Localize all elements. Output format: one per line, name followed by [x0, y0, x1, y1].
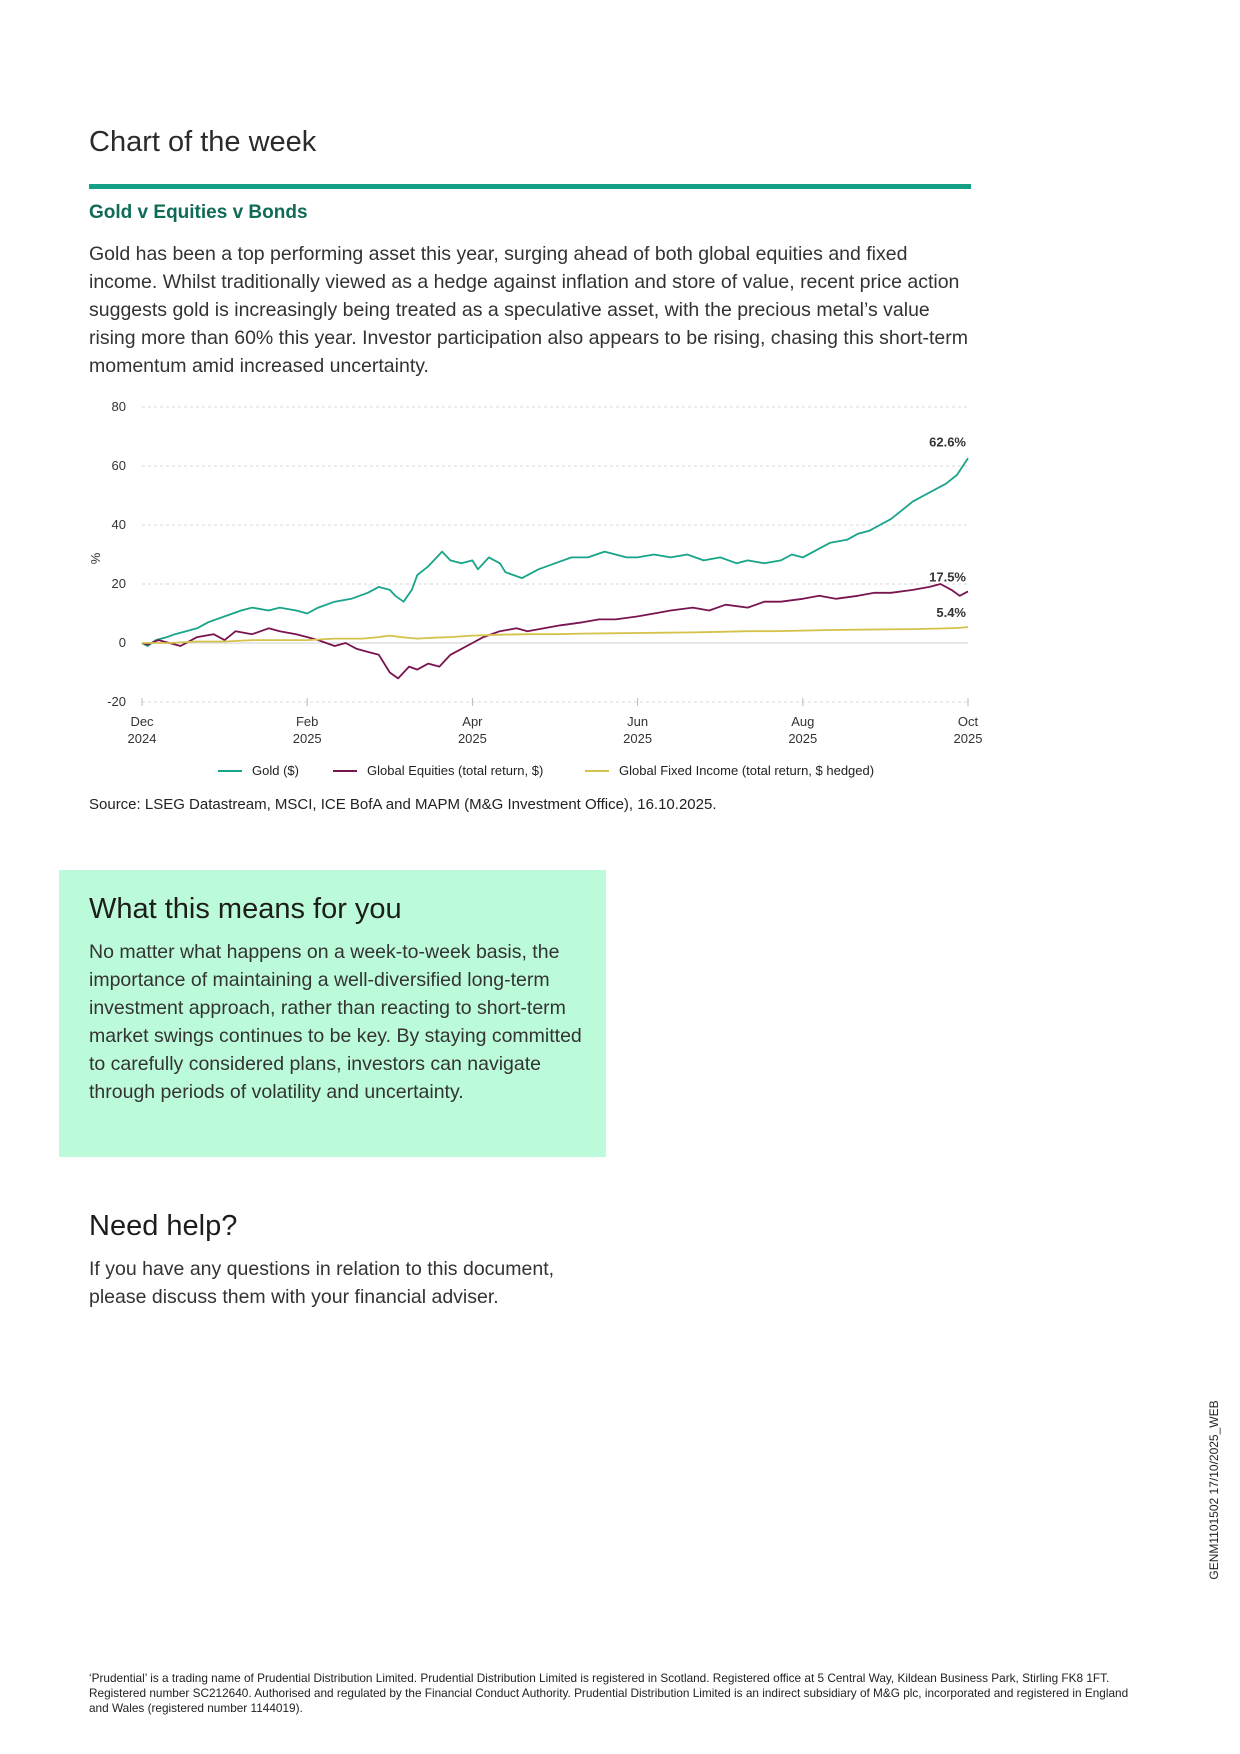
intro-paragraph: Gold has been a top performing asset this year, surging ahead of both global equities and fixed income. Whilst traditionally viewed as a hedge against inflation and store of value, recent price action suggests gold is increasingly being treated as a speculative asset, with the precious metal’s value rising more than 60% this year. Investor participation also appears to be rising, chasing this short-term momentum amid increased uncertainty. [89, 243, 969, 377]
help-title: Need help? [89, 1210, 238, 1242]
x-tick-year: 2025 [953, 731, 983, 746]
x-tick-year: 2025 [788, 731, 818, 746]
document-code-text: GENM1101502 17/10/2025_WEB [1207, 1400, 1221, 1580]
y-tick-label: -20 [107, 694, 126, 709]
y-tick-label: 80 [111, 399, 126, 414]
x-tick-year: 2025 [457, 731, 487, 746]
series-end-label: 17.5% [929, 569, 966, 585]
x-tick-month: Dec [130, 714, 154, 729]
y-axis-ticks [107, 399, 126, 709]
chart-series [142, 458, 968, 678]
legend-label: Global Equities (total return, $) [367, 763, 544, 778]
title-divider [89, 184, 971, 189]
legal-footer: ‘Prudential’ is a trading name of Prudential Distribution Limited. Prudential Distribution Limited is registered in Scotland. Registered office at 5 Central Way, Kildean Business Park, Stirling FK8 1FT. Registered number SC212640. Authorised and regulated by the Financial Conduct Authority. Prudential Distribution Limited is an indirect subsidiary of M&G plc, incorporated and registered in England and Wales (registered number 1144019). [89, 1671, 1129, 1715]
chart-subtitle: Gold v Equities v Bonds [89, 202, 308, 223]
x-tick-month: Apr [462, 714, 483, 729]
y-tick-label: 60 [111, 458, 126, 473]
series-end-label: 5.4% [936, 605, 966, 621]
end-labels [929, 434, 966, 620]
series-line-0 [142, 458, 968, 646]
chart-legend [218, 763, 874, 778]
y-axis-label: % [88, 552, 103, 565]
document-code [1207, 1400, 1221, 1580]
y-tick-label: 40 [111, 517, 126, 532]
x-tick-year: 2024 [127, 731, 157, 746]
help-body: If you have any questions in relation to this document, please discuss them with your financial adviser. [89, 1258, 555, 1308]
x-tick-month: Aug [791, 714, 815, 729]
y-tick-label: 20 [111, 576, 126, 591]
x-tick-month: Oct [957, 714, 979, 729]
y-tick-label: 0 [118, 635, 126, 650]
x-tick-month: Jun [627, 714, 649, 729]
means-title: What this means for you [89, 893, 402, 925]
page-title: Chart of the week [89, 126, 317, 158]
legend-label: Global Fixed Income (total return, $ hedged) [619, 763, 875, 778]
x-tick-month: Feb [295, 714, 319, 729]
means-body: No matter what happens on a week-to-week basis, the importance of maintaining a well-diversified long-term investment approach, rather than reacting to short-term market swings continues to be key. By staying committed to carefully considered plans, investors can navigate through periods of volatility and uncertainty. [89, 941, 582, 1103]
legend-label: Gold ($) [252, 763, 299, 778]
x-axis-ticks [128, 698, 983, 746]
line-chart [80, 392, 1000, 788]
source-note: Source: LSEG Datastream, MSCI, ICE BofA and MAPM (M&G Investment Office), 16.10.2025. [89, 796, 717, 813]
series-end-label: 62.6% [929, 434, 966, 450]
series-line-1 [142, 584, 968, 678]
x-tick-year: 2025 [623, 731, 653, 746]
chart-grid [142, 407, 968, 702]
x-tick-year: 2025 [292, 731, 322, 746]
